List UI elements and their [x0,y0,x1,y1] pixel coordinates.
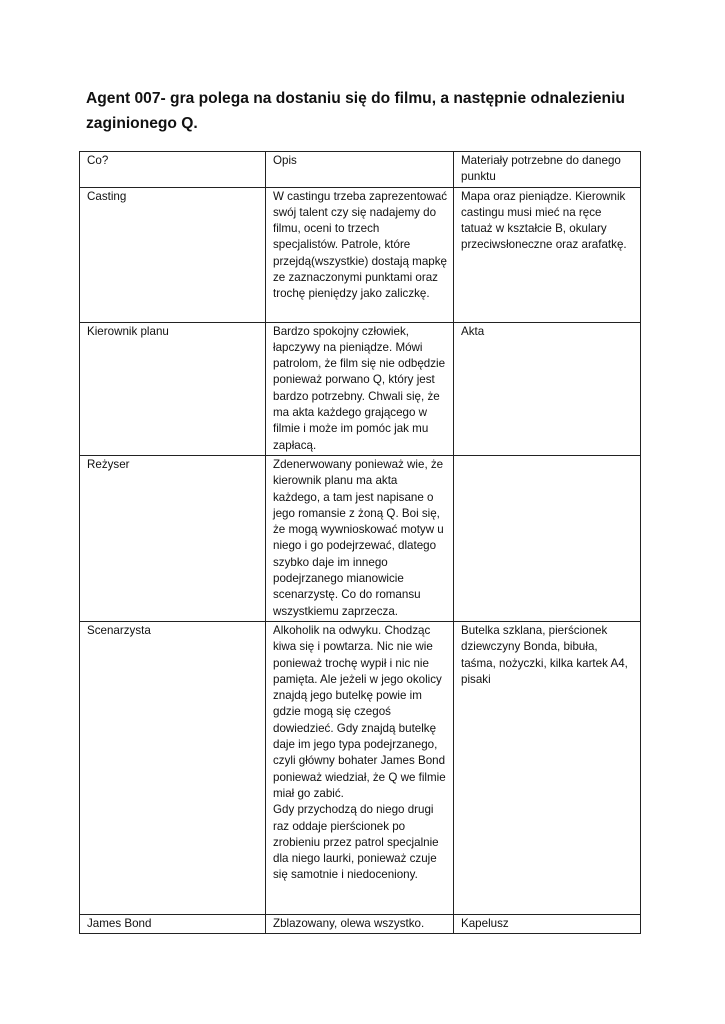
header-materialy: Materiały potrzebne do danego punktu [454,152,641,188]
table-row [80,455,641,621]
cell-materialy [454,455,641,621]
cell-materialy: Kapelusz [454,914,641,933]
header-co: Co? [80,152,266,188]
cell-co: Casting [80,187,266,322]
page-title: Agent 007- gra polega na dostaniu się do filmu, a następnie odnalezieniu zaginionego Q. [86,90,625,132]
cell-opis: Bardzo spokojny człowiek, łapczywy na pieniądze. Mówi patrolom, że film się nie odbędzie ponieważ porwano Q, który jest bardzo potrzebny. Chwali się, że ma akta każdego grającego w filmie i może im pomóc jak mu zapłacą. [266,322,454,455]
cell-co: Reżyser [80,455,266,621]
table-row [80,621,641,914]
header-opis: Opis [266,152,454,188]
cell-opis: Zdenerwowany ponieważ wie, że kierownik planu ma akta każdego, a tam jest napisane o jego romansie z żoną Q. Boi się, że mogą wywnioskować motyw u niego i go podejrzewać, dlatego szybko daje im innego podejrzanego mianowicie scenarzystę. Co do romansu wszystkiemu zaprzecza. [266,455,454,621]
cell-materialy: Butelka szklana, pierścionek dziewczyny Bonda, bibuła, taśma, nożyczki, kilka kartek A4, pisaki [454,621,641,914]
table-row [80,322,641,455]
cell-co: James Bond [80,914,266,933]
cell-materialy: Mapa oraz pieniądze. Kierownik castingu musi mieć na ręce tatuaż w kształcie B, okulary przeciwsłoneczne oraz arafatkę. [454,187,641,322]
table-row [80,914,641,933]
cell-opis: Alkoholik na odwyku. Chodząc kiwa się i powtarza. Nic nie wie ponieważ trochę wypił i nic nie pamięta. Ale jeżeli w jego okolicy znajdą jego butelkę powie im gdzie mogą się czegoś dowiedzieć. Gdy znajdą butelkę daje im jego typa podejrzanego, czyli główny bohater James Bond ponieważ wiedział, że Q we filmie miał go zabić. Gdy przychodzą do niego drugi raz oddaje pierścionek po zrobieniu przez patrol specjalnie dla niego laurki, ponieważ czuje się samotnie i niedoceniony. [266,621,454,914]
table-header-row [80,152,641,188]
table-row [80,187,641,322]
cell-co: Scenarzysta [80,621,266,914]
cell-co: Kierownik planu [80,322,266,455]
cell-materialy: Akta [454,322,641,455]
game-plan-table [79,151,641,934]
cell-opis: Zblazowany, olewa wszystko. [266,914,454,933]
cell-opis: W castingu trzeba zaprezentować swój talent czy się nadajemy do filmu, oceni to trzech specjalistów. Patrole, które przejdą(wszystkie) dostają mapkę ze zaznaczonymi punktami oraz trochę pieniędzy jako zaliczkę. [266,187,454,322]
